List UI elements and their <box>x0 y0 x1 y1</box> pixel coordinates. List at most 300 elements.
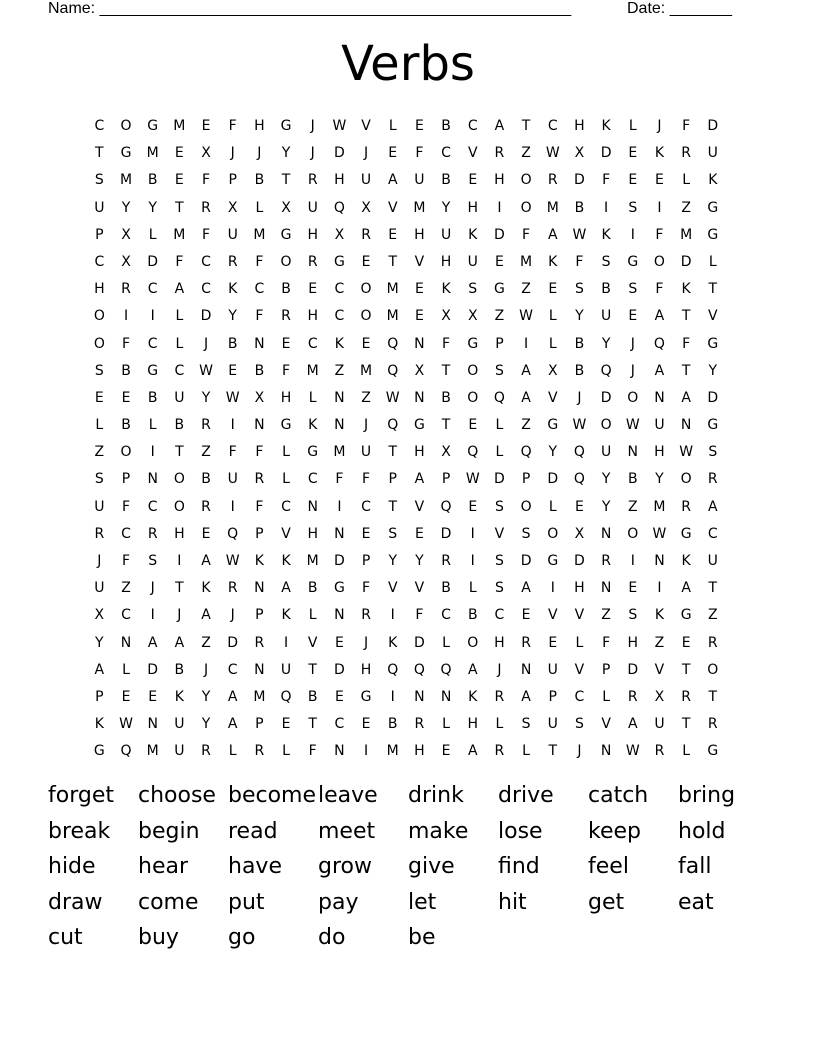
grid-letter: V <box>387 199 398 216</box>
grid-letter: G <box>413 417 425 434</box>
word-bank-item: hide <box>48 854 96 879</box>
grid-letter: Z <box>521 417 531 434</box>
grid-letter: R <box>494 688 505 705</box>
grid-letter: N <box>600 525 612 542</box>
grid-letter: B <box>574 362 585 379</box>
grid-letter: O <box>467 389 479 406</box>
grid-letter: J <box>230 607 235 624</box>
grid-letter: G <box>120 145 132 162</box>
grid-letter: I <box>550 580 555 597</box>
grid-letter: L <box>682 743 691 760</box>
grid-letter: J <box>363 145 369 162</box>
grid-letter: H <box>307 308 318 325</box>
grid-letter: G <box>707 226 719 243</box>
grid-letter: Z <box>654 634 665 651</box>
grid-letter: E <box>468 498 478 515</box>
grid-letter: X <box>94 607 105 624</box>
grid-letter: E <box>681 634 691 651</box>
grid-letter: L <box>175 335 184 352</box>
word-bank-item: be <box>408 925 436 950</box>
grid-letter: U <box>280 661 292 678</box>
grid-letter: D <box>574 553 585 569</box>
grid-letter: L <box>495 716 504 733</box>
grid-letter: K <box>468 688 478 705</box>
grid-letter: K <box>281 607 291 624</box>
grid-letter: M <box>520 253 533 270</box>
grid-row <box>86 167 726 194</box>
grid-letter: D <box>227 634 239 651</box>
grid-letter: H <box>334 172 345 189</box>
grid-letter: C <box>201 281 211 298</box>
grid-letter: F <box>575 253 584 270</box>
grid-letter: E <box>414 281 424 298</box>
grid-letter: F <box>682 118 691 134</box>
grid-letter: G <box>707 417 719 434</box>
grid-letter: X <box>574 145 585 162</box>
grid-letter: O <box>360 281 372 298</box>
grid-letter: R <box>707 471 718 488</box>
grid-letter: Q <box>440 661 452 678</box>
grid-letter: M <box>680 226 693 243</box>
grid-letter: R <box>547 172 558 189</box>
grid-letter: A <box>414 471 425 488</box>
word-bank-item: fall <box>678 854 712 879</box>
grid-letter: B <box>574 199 585 216</box>
grid-letter: B <box>201 471 211 488</box>
grid-letter: L <box>575 634 584 651</box>
word-bank-item: have <box>228 854 282 879</box>
grid-letter: E <box>201 525 211 542</box>
grid-letter: F <box>121 553 131 569</box>
grid-letter: U <box>654 417 665 434</box>
grid-letter: L <box>495 417 504 434</box>
grid-letter: M <box>413 199 426 216</box>
word-bank-item: become <box>228 783 317 808</box>
grid-row <box>86 548 726 575</box>
grid-letter: R <box>681 145 691 162</box>
grid-letter: Q <box>600 362 612 379</box>
word-bank-item: cut <box>48 925 83 950</box>
grid-row <box>86 249 726 276</box>
grid-letter: Z <box>201 444 211 461</box>
grid-letter: H <box>627 634 639 651</box>
word-bank-item: grow <box>318 854 372 879</box>
grid-letter: L <box>548 335 557 352</box>
grid-letter: V <box>574 661 585 678</box>
grid-letter: S <box>708 444 718 461</box>
grid-letter: N <box>307 498 318 515</box>
word-bank-item: lose <box>498 818 543 844</box>
grid-letter: M <box>146 145 159 162</box>
grid-letter: Y <box>201 389 211 406</box>
grid-letter: G <box>147 362 159 379</box>
grid-letter: M <box>360 362 373 379</box>
grid-letter: C <box>334 308 345 325</box>
word-bank-item: meet <box>318 818 376 844</box>
grid-letter: K <box>201 580 211 597</box>
grid-letter: U <box>414 172 425 189</box>
grid-letter: O <box>707 661 719 678</box>
grid-letter: L <box>548 498 557 515</box>
grid-letter: K <box>601 226 611 243</box>
grid-letter: A <box>521 688 531 705</box>
grid-row <box>86 738 726 765</box>
grid-letter: H <box>414 444 425 461</box>
grid-letter: B <box>281 281 291 298</box>
grid-letter: M <box>386 743 399 760</box>
word-bank-item: forget <box>48 783 114 808</box>
grid-letter: D <box>494 471 505 488</box>
grid-row <box>86 494 726 521</box>
grid-letter: F <box>175 253 184 270</box>
grid-letter: W <box>572 226 587 243</box>
grid-letter: R <box>227 580 238 597</box>
grid-letter: R <box>707 634 718 651</box>
grid-letter: L <box>122 661 130 678</box>
grid-letter: L <box>308 389 317 406</box>
grid-letter: G <box>680 525 692 542</box>
word-bank-row <box>48 885 768 921</box>
grid-letter: P <box>388 471 397 488</box>
grid-letter: L <box>708 253 717 270</box>
grid-letter: I <box>657 580 662 597</box>
grid-letter: A <box>521 580 531 597</box>
grid-letter: E <box>575 498 584 515</box>
grid-letter: U <box>440 226 452 243</box>
grid-letter: R <box>254 743 265 760</box>
grid-row <box>86 439 726 466</box>
grid-letter: V <box>414 253 425 270</box>
grid-letter: J <box>230 145 235 162</box>
grid-letter: A <box>681 580 691 597</box>
grid-letter: C <box>441 145 451 162</box>
grid-letter: U <box>94 580 105 597</box>
grid-letter: D <box>440 525 452 542</box>
grid-letter: E <box>468 417 478 434</box>
grid-row <box>86 466 726 493</box>
grid-letter: Y <box>708 362 718 379</box>
date-label: Date: _______ <box>627 0 732 17</box>
word-bank-item: keep <box>588 818 641 844</box>
grid-letter: X <box>414 362 425 379</box>
grid-letter: S <box>628 281 638 298</box>
grid-letter: E <box>281 335 291 352</box>
grid-letter: Y <box>655 471 664 488</box>
grid-letter: E <box>361 716 371 733</box>
grid-letter: R <box>361 226 371 243</box>
grid-letter: M <box>306 553 319 569</box>
grid-letter: A <box>281 580 291 597</box>
grid-letter: J <box>310 118 315 134</box>
grid-letter: D <box>200 308 212 325</box>
grid-letter: S <box>574 281 584 298</box>
grid-letter: O <box>627 525 639 542</box>
grid-letter: P <box>548 688 557 705</box>
grid-letter: E <box>148 688 158 705</box>
grid-letter: D <box>707 118 719 134</box>
grid-letter: C <box>147 335 158 352</box>
grid-letter: S <box>574 716 584 733</box>
grid-letter: L <box>388 118 397 134</box>
grid-letter: Y <box>228 308 237 325</box>
grid-letter: V <box>414 580 425 597</box>
grid-letter: U <box>600 308 612 325</box>
grid-letter: A <box>94 661 105 678</box>
grid-letter: T <box>175 444 184 461</box>
grid-letter: B <box>307 688 318 705</box>
grid-letter: H <box>174 525 185 542</box>
word-bank-item: let <box>408 889 437 915</box>
grid-letter: X <box>467 308 478 325</box>
grid-letter: H <box>94 281 105 298</box>
grid-letter: B <box>121 417 131 434</box>
grid-letter: B <box>254 362 265 379</box>
grid-letter: H <box>440 253 452 270</box>
grid-letter: S <box>148 553 158 569</box>
grid-letter: U <box>94 199 105 216</box>
grid-letter: S <box>628 199 638 216</box>
grid-letter: B <box>467 607 478 624</box>
grid-row <box>86 385 726 412</box>
grid-letter: U <box>360 172 372 189</box>
grid-letter: U <box>707 145 718 162</box>
grid-letter: U <box>707 553 718 569</box>
grid-letter: F <box>228 444 237 461</box>
grid-letter: C <box>254 281 265 298</box>
grid-letter: F <box>255 498 264 515</box>
grid-letter: L <box>468 580 477 597</box>
grid-letter: O <box>680 471 692 488</box>
grid-letter: R <box>94 525 105 542</box>
grid-letter: L <box>682 172 691 189</box>
grid-letter: L <box>148 417 157 434</box>
grid-letter: N <box>440 688 452 705</box>
grid-letter: L <box>282 444 290 461</box>
grid-letter: P <box>121 471 131 488</box>
grid-letter: J <box>363 634 369 651</box>
grid-letter: I <box>390 688 395 705</box>
grid-row <box>86 684 726 711</box>
grid-letter: Q <box>227 525 239 542</box>
grid-letter: E <box>655 172 664 189</box>
grid-letter: Z <box>681 199 691 216</box>
grid-letter: C <box>467 118 478 134</box>
grid-letter: U <box>94 498 105 515</box>
grid-letter: I <box>230 417 235 434</box>
grid-letter: C <box>441 607 451 624</box>
grid-letter: I <box>630 553 635 569</box>
grid-letter: O <box>360 308 372 325</box>
grid-letter: O <box>280 253 292 270</box>
grid-letter: A <box>494 118 505 134</box>
grid-letter: X <box>121 226 131 243</box>
grid-letter: F <box>362 471 371 488</box>
grid-letter: Q <box>120 743 132 760</box>
grid-letter: R <box>441 553 451 569</box>
grid-letter: S <box>388 525 398 542</box>
grid-letter: R <box>494 743 505 760</box>
grid-letter: R <box>681 498 691 515</box>
grid-letter: S <box>628 607 638 624</box>
grid-letter: T <box>681 362 691 379</box>
grid-letter: E <box>628 145 638 162</box>
grid-letter: K <box>281 553 291 569</box>
grid-letter: E <box>94 389 104 406</box>
grid-letter: Z <box>521 145 531 162</box>
grid-letter: O <box>120 444 132 461</box>
grid-letter: F <box>602 172 611 189</box>
grid-letter: V <box>361 118 371 134</box>
grid-letter: W <box>679 444 694 461</box>
grid-letter: C <box>201 253 211 270</box>
grid-letter: O <box>627 389 639 406</box>
grid-letter: A <box>654 308 665 325</box>
grid-letter: U <box>174 716 185 733</box>
word-bank-item: catch <box>588 783 649 808</box>
grid-letter: C <box>574 688 585 705</box>
word-bank-row <box>48 849 768 885</box>
grid-letter: X <box>574 525 585 542</box>
grid-letter: Q <box>493 389 505 406</box>
grid-letter: M <box>146 743 159 760</box>
grid-letter: A <box>201 553 211 569</box>
grid-letter: J <box>630 335 635 352</box>
grid-letter: A <box>521 389 531 406</box>
grid-letter: L <box>548 308 557 325</box>
grid-letter: I <box>150 607 155 624</box>
grid-letter: F <box>655 281 664 298</box>
grid-letter: G <box>707 743 719 760</box>
grid-letter: W <box>519 308 533 325</box>
grid-letter: O <box>467 362 479 379</box>
grid-letter: E <box>361 525 371 542</box>
grid-letter: R <box>707 716 718 733</box>
word-bank-item: bring <box>678 783 736 808</box>
grid-letter: B <box>174 661 185 678</box>
grid-letter: C <box>707 525 718 542</box>
grid-letter: A <box>467 661 478 678</box>
grid-letter: C <box>121 525 131 542</box>
grid-letter: T <box>681 716 691 733</box>
grid-letter: F <box>255 444 264 461</box>
grid-letter: S <box>468 281 478 298</box>
grid-letter: K <box>654 145 665 162</box>
grid-letter: E <box>388 226 398 243</box>
grid-letter: R <box>307 172 318 189</box>
grid-letter: N <box>254 580 265 597</box>
grid-letter: C <box>174 362 185 379</box>
grid-letter: D <box>574 172 585 189</box>
grid-letter: J <box>630 362 635 379</box>
grid-letter: R <box>681 688 691 705</box>
grid-letter: K <box>334 335 344 352</box>
grid-letter: H <box>414 226 425 243</box>
grid-letter: G <box>627 253 639 270</box>
grid-letter: F <box>415 145 424 162</box>
grid-letter: E <box>361 253 371 270</box>
grid-letter: E <box>548 634 558 651</box>
grid-letter: G <box>147 118 159 134</box>
grid-letter: E <box>228 362 238 379</box>
grid-letter: Q <box>387 417 399 434</box>
grid-letter: X <box>441 444 451 461</box>
grid-letter: U <box>174 389 185 406</box>
grid-letter: T <box>441 362 451 379</box>
grid-letter: E <box>414 308 424 325</box>
grid-letter: N <box>414 335 425 352</box>
grid-letter: A <box>201 607 211 624</box>
word-bank-item: go <box>228 925 256 950</box>
grid-letter: O <box>520 172 532 189</box>
grid-letter: H <box>494 634 505 651</box>
grid-letter: X <box>201 145 211 162</box>
grid-letter: M <box>253 688 266 705</box>
grid-letter: F <box>121 335 131 352</box>
grid-letter: N <box>414 389 425 406</box>
grid-letter: I <box>497 199 502 216</box>
grid-letter: W <box>199 362 213 379</box>
grid-letter: L <box>228 743 237 760</box>
grid-letter: G <box>280 417 292 434</box>
grid-row <box>86 711 726 738</box>
grid-letter: H <box>574 580 585 597</box>
grid-letter: E <box>281 716 291 733</box>
word-bank-item: come <box>138 889 199 915</box>
grid-letter: T <box>548 743 558 760</box>
grid-letter: V <box>654 661 665 678</box>
grid-letter: C <box>334 716 345 733</box>
grid-letter: P <box>228 172 237 189</box>
grid-letter: F <box>415 607 424 624</box>
word-bank-item: hit <box>498 889 527 915</box>
grid-row <box>86 331 726 358</box>
word-bank-item: do <box>318 925 346 950</box>
grid-letter: B <box>627 471 638 488</box>
grid-letter: T <box>388 498 397 515</box>
grid-letter: T <box>708 688 718 705</box>
grid-letter: E <box>121 688 131 705</box>
grid-letter: D <box>707 389 719 406</box>
grid-letter: V <box>547 607 558 624</box>
word-bank-item: read <box>228 818 278 844</box>
grid-letter: F <box>602 634 611 651</box>
grid-letter: F <box>442 335 451 352</box>
grid-letter: W <box>652 525 667 542</box>
grid-letter: D <box>600 145 612 162</box>
grid-letter: T <box>681 661 691 678</box>
grid-letter: G <box>333 253 345 270</box>
grid-letter: E <box>334 634 344 651</box>
grid-letter: U <box>360 444 372 461</box>
grid-letter: B <box>254 172 265 189</box>
word-bank-item: choose <box>138 783 216 808</box>
grid-letter: T <box>95 145 104 162</box>
grid-letter: R <box>121 281 131 298</box>
word-bank-item: buy <box>138 925 179 950</box>
grid-letter: M <box>306 362 319 379</box>
grid-letter: X <box>334 226 345 243</box>
grid-letter: U <box>227 471 238 488</box>
grid-letter: F <box>282 362 291 379</box>
grid-letter: S <box>94 172 104 189</box>
grid-letter: B <box>441 118 451 134</box>
word-bank-item: begin <box>138 818 200 844</box>
grid-letter: Z <box>601 607 611 624</box>
grid-letter: O <box>173 471 185 488</box>
grid-letter: P <box>95 688 104 705</box>
grid-letter: X <box>361 199 371 216</box>
grid-letter: L <box>95 417 104 434</box>
